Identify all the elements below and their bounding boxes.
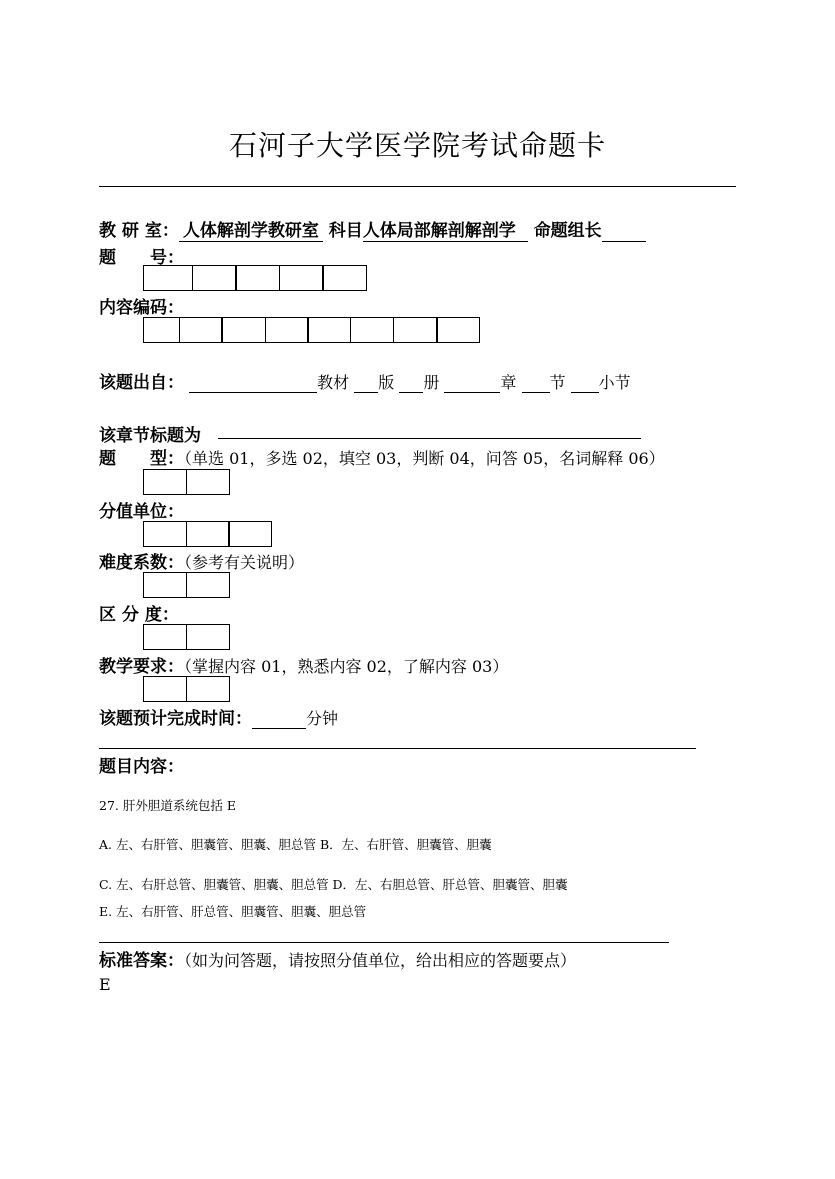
content-code-boxes[interactable]	[143, 317, 480, 343]
content-code-box[interactable]	[179, 317, 223, 343]
requirement-boxes[interactable]	[143, 676, 230, 702]
answer-value: E	[99, 975, 111, 994]
header-row	[99, 216, 646, 242]
options-line-cd: C. 左、右肝总管、胆囊管、胆囊、胆总管 D．左、右胆总管、肝总管、胆囊管、胆囊	[99, 877, 568, 892]
time-row	[99, 704, 338, 729]
answer-label: 标准答案：	[99, 951, 184, 971]
content-divider	[99, 748, 696, 749]
question-no-boxes[interactable]	[143, 265, 367, 291]
source-label: 该题出自：	[99, 373, 184, 393]
content-code-box[interactable]	[307, 317, 351, 343]
qtype-note: （单选 01，多选 02，填空 03，判断 04，问答 05，名词解释 06）	[184, 449, 665, 468]
answer-divider	[99, 942, 669, 943]
edition-blank[interactable]	[354, 373, 378, 393]
chapter-blank[interactable]	[444, 373, 500, 393]
difficulty-box[interactable]	[143, 572, 187, 598]
volume-blank[interactable]	[399, 373, 423, 393]
discrimination-box[interactable]	[186, 624, 230, 650]
time-label: 该题预计完成时间：	[99, 709, 252, 729]
question-no-box[interactable]	[235, 265, 280, 291]
requirement-row	[99, 652, 508, 677]
qtype-box[interactable]	[186, 469, 230, 495]
dept-value: 人体解剖学教研室	[179, 216, 323, 242]
score-unit-label: 分值单位：	[99, 502, 184, 522]
question-no-box[interactable]	[143, 265, 193, 291]
source-edition: 版	[378, 373, 395, 392]
content-code-box[interactable]	[265, 317, 309, 343]
answer-row	[99, 946, 576, 971]
difficulty-box[interactable]	[186, 572, 230, 598]
qtype-row	[99, 444, 665, 469]
score-unit-box[interactable]	[228, 521, 272, 547]
question-stem: 27. 肝外胆道系统包括 E	[99, 798, 236, 813]
qtype-box[interactable]	[143, 469, 187, 495]
subsection-blank[interactable]	[571, 373, 599, 393]
source-section: 节	[549, 373, 566, 392]
options-line-e: E. 左、右肝管、肝总管、胆囊管、胆囊、胆总管	[99, 904, 367, 919]
question-no-label: 题 号：	[99, 248, 184, 268]
content-code-box[interactable]	[221, 317, 266, 343]
source-volume: 册	[423, 373, 440, 392]
requirement-note: （掌握内容 01，熟悉内容 02，了解内容 03）	[184, 657, 509, 676]
content-code-box[interactable]	[350, 317, 394, 343]
time-unit: 分钟	[306, 709, 339, 728]
score-unit-boxes[interactable]	[143, 521, 272, 547]
requirement-box[interactable]	[143, 676, 187, 702]
dept-label: 教 研 室：	[99, 221, 179, 241]
subject-label: 科目	[328, 221, 363, 241]
discrimination-box[interactable]	[143, 624, 187, 650]
question-content-label: 题目内容：	[99, 757, 184, 777]
requirement-label: 教学要求：	[99, 657, 184, 677]
leader-blank[interactable]	[602, 221, 646, 242]
chapter-title-label: 该章节标题为	[99, 426, 201, 446]
question-no-box[interactable]	[192, 265, 237, 291]
difficulty-row	[99, 548, 304, 573]
time-blank[interactable]	[252, 709, 306, 729]
title-divider	[99, 186, 736, 187]
source-subsection: 小节	[598, 373, 631, 392]
options-line-ab: A. 左、右肝管、胆囊管、胆囊、胆总管 B．左、右肝管、胆囊管、胆囊	[99, 837, 492, 852]
subject-value: 人体局部解剖解剖学	[363, 216, 528, 242]
score-unit-box[interactable]	[143, 521, 187, 547]
source-row	[99, 368, 631, 393]
qtype-label: 题 型：	[99, 449, 184, 469]
content-code-box[interactable]	[436, 317, 480, 343]
difficulty-boxes[interactable]	[143, 572, 230, 598]
source-chapter: 章	[500, 373, 517, 392]
difficulty-note: （参考有关说明）	[184, 553, 305, 572]
requirement-box[interactable]	[186, 676, 230, 702]
answer-note: （如为问答题，请按照分值单位，给出相应的答题要点）	[184, 951, 577, 970]
discrimination-label: 区 分 度：	[99, 605, 179, 625]
content-code-box[interactable]	[393, 317, 438, 343]
content-code-box[interactable]	[143, 317, 180, 343]
discrimination-boxes[interactable]	[143, 624, 230, 650]
question-no-box[interactable]	[322, 265, 367, 291]
source-textbook: 教材	[317, 373, 350, 392]
chapter-title-blank[interactable]	[218, 438, 641, 439]
difficulty-label: 难度系数：	[99, 553, 184, 573]
page-title: 石河子大学医学院考试命题卡	[228, 129, 606, 162]
source-blank[interactable]	[189, 373, 317, 393]
qtype-boxes[interactable]	[143, 469, 230, 495]
section-blank[interactable]	[522, 373, 550, 393]
content-code-label: 内容编码：	[99, 298, 184, 318]
leader-label: 命题组长	[533, 221, 602, 241]
score-unit-box[interactable]	[186, 521, 230, 547]
question-no-box[interactable]	[279, 265, 324, 291]
